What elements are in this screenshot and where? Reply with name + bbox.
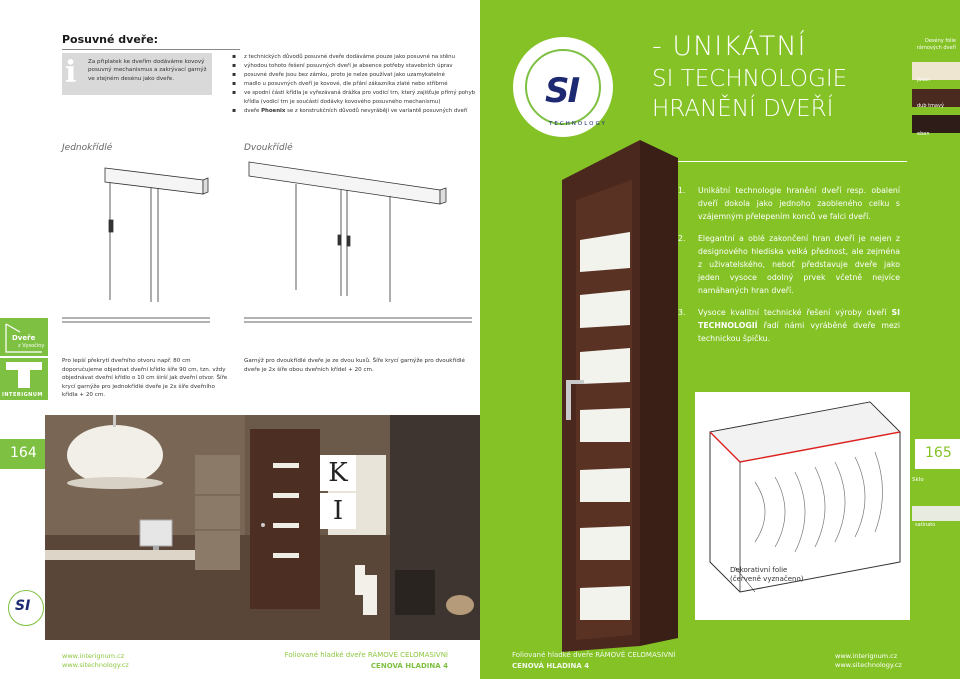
- footer-url[interactable]: www.interignum.cz: [62, 652, 125, 660]
- bullet-item: ▪ posuvné dveře jsou bez zámku, proto je nelze používat jako uzamykatelné: [232, 71, 480, 80]
- edge-detail-drawing: [695, 392, 910, 620]
- detail-note: [730, 566, 803, 584]
- footer-urls-right: [835, 652, 902, 670]
- swatch-label: dub tmavý: [917, 103, 944, 109]
- page-number-right: 165: [925, 445, 952, 461]
- chair: [395, 570, 435, 615]
- numbered-list: [678, 184, 900, 354]
- photo-door: [250, 429, 320, 609]
- list-text: řadí námi vyráběné dveře mezi technickou špičku.: [698, 321, 900, 343]
- headline: [652, 30, 902, 124]
- footer-urls-left: [62, 652, 129, 670]
- logo-brand: INTERIGNUM: [2, 392, 43, 398]
- bullet-item: [232, 107, 480, 116]
- note-single-door: Pro lepší překrytí dveřního otvoru např. 80 cm doporučujeme objednat dveřní křídlo šíře 90 cm, tzn. vždy objednávat dveřní křídlo o 10 cm širší jak dveřní otvor. Šíře krycí garnýže pro jednokřídlé dveře je 2x šíře dveřního křídla + 20 cm.: [62, 358, 228, 399]
- double-door-rail: [249, 162, 440, 204]
- logo-sublabel: z Vysočiny: [18, 343, 45, 349]
- si-logo-text: SI: [545, 71, 579, 111]
- logo-top-block: [0, 318, 48, 356]
- desk: [45, 550, 215, 560]
- si-badge-text: SI: [15, 598, 31, 614]
- swatch-label: jasan: [917, 77, 931, 83]
- interior-photo-drawing: [45, 415, 480, 640]
- footer-subtitle: CENOVÁ HLADINA 4: [512, 662, 590, 670]
- bullet-text: dveře: [244, 108, 262, 115]
- sliding-door-drawing: [0, 150, 480, 350]
- edge-cross-section: [695, 392, 910, 620]
- bullet-item: ▪ madlo u posuvných dveří je kovové, dle přání zákazníka zlaté nebo stříbrné: [232, 80, 480, 89]
- list-item: [678, 232, 900, 297]
- door-product-image: [540, 140, 690, 660]
- page-title: Posuvné dveře:: [62, 33, 159, 46]
- list-number: 2.: [678, 234, 686, 243]
- footer-url[interactable]: www.interignum.cz: [835, 652, 898, 660]
- bullet-item: ▪ z technických důvodů posuvné dveře dodáváme pouze jako posuvné na stěnu: [232, 53, 480, 62]
- info-box: [62, 53, 212, 95]
- swatches-title: Desény folie rámových dveří: [916, 38, 956, 51]
- detail-note-line: (červeně vyznačeno): [730, 575, 804, 583]
- title-divider: [62, 49, 240, 50]
- footer-subtitle: CENOVÁ HLADINA 4: [370, 662, 448, 670]
- footer-title-right: [512, 650, 675, 672]
- si-logo-ring: [525, 49, 607, 127]
- headline-divider: [652, 161, 907, 162]
- caption-double-door: Dvoukřídlé: [244, 143, 293, 153]
- si-badge: [8, 590, 44, 626]
- bullet-bold-word: Phoenix: [261, 108, 286, 115]
- single-door-handle: [109, 220, 113, 232]
- si-logo-subtext: TECHNOLOGY: [549, 121, 607, 127]
- logo-mark-icon: [0, 358, 48, 390]
- door-handle: [566, 380, 571, 420]
- list-text: Elegantní a oblé zakončení hran dveří je nejen z designového hlediska velká přednost, ale zejména z uživatelského, neboť představuje dveře jako jeden vysoce odolný prvek včetně nejvíce namáhaných hran dveří.: [698, 234, 900, 295]
- bullet-item: ▪ výhodou tohoto řešení posuvných dveří je absence potřeby stavebních úprav: [232, 62, 480, 71]
- letter-tile: K: [320, 455, 356, 491]
- interior-photo: [45, 415, 480, 640]
- bullet-item: ▪ ve spodní části křídla je vyřezávaná drážka pro vodicí trn, který zajišťuje přímý pohyb křídla (vodicí trn je součástí dodávky kovového posuvného mechanismu): [232, 89, 480, 106]
- glass-type-label: satinato: [915, 522, 936, 528]
- list-number: 1.: [678, 186, 686, 195]
- pendant-lamp: [67, 425, 163, 485]
- headline-line: - UNIKÁTNÍ: [652, 31, 807, 62]
- info-text: Za připlatek ke dveřím dodáváme kovový posuvný mechanismus a zakrývací garnýž ve stejném desénu jako dveře.: [88, 59, 207, 82]
- bullet-list: [232, 53, 480, 116]
- double-door-rail-side: [440, 188, 446, 204]
- note-double-door: Garnýž pro dvoukřídlé dveře je ze dvou kusů. Šíře krycí garnýže pro dvoukřídlé dveře je 2x šíře obou dveřních křídel + 20 cm.: [244, 358, 465, 373]
- double-door-drawing: [244, 162, 472, 322]
- monitor: [140, 520, 172, 546]
- footer-title: Foliované hladké dveře RÁMOVÉ CELOMASIVNÍ: [512, 651, 676, 659]
- vase: [363, 575, 377, 615]
- list-item: [678, 184, 900, 223]
- footer-url[interactable]: www.sitechnology.cz: [835, 661, 902, 669]
- interignum-logo: [0, 318, 48, 400]
- bullet-text: se z konstrukčních důvodů nevyrábějí ve variantě posuvných dveří: [285, 108, 468, 115]
- detail-note-line: Dekorativní folie: [730, 566, 788, 574]
- shelf: [195, 455, 240, 570]
- list-item: [678, 306, 900, 345]
- logo-label: Dveře: [12, 334, 36, 342]
- footer-url[interactable]: www.sitechnology.cz: [62, 661, 129, 669]
- page-number-left: 164: [10, 445, 37, 461]
- single-door-rail-side: [203, 178, 208, 194]
- double-door-handle: [347, 236, 350, 246]
- swatch-label: eben: [917, 131, 930, 137]
- swatch-satinato: [912, 506, 960, 521]
- single-door-drawing: [62, 168, 210, 322]
- list-number: 3.: [678, 308, 686, 317]
- letter-tile: I: [320, 493, 356, 529]
- list-text: Vysoce kvalitní technické řešení výroby dveří: [698, 308, 892, 317]
- caption-single-door: Jednokřídlé: [62, 143, 113, 153]
- glass-label: Sklo: [912, 477, 924, 483]
- single-door-rail: [105, 168, 203, 194]
- right-page: [480, 0, 960, 679]
- info-icon: i: [65, 55, 77, 90]
- list-text: Unikátní technologie hranění dveří resp. obalení dveří dokola jako jednoho zaobleného celku s vzájemným přelepením konců ve falci dveří.: [698, 186, 900, 221]
- headline-line: HRANĚNÍ DVEŘÍ: [652, 96, 834, 122]
- si-technology-logo: [513, 37, 613, 137]
- double-door-handle: [338, 235, 341, 245]
- list-text-bold: SI TECHNOLOGIÍ: [698, 308, 900, 330]
- footer-title-left: [250, 650, 448, 672]
- headline-line: SI TECHNOLOGIE: [652, 66, 848, 92]
- footer-title: Foliované hladké dveře RÁMOVÉ CELOMASIVNÍ: [284, 651, 448, 659]
